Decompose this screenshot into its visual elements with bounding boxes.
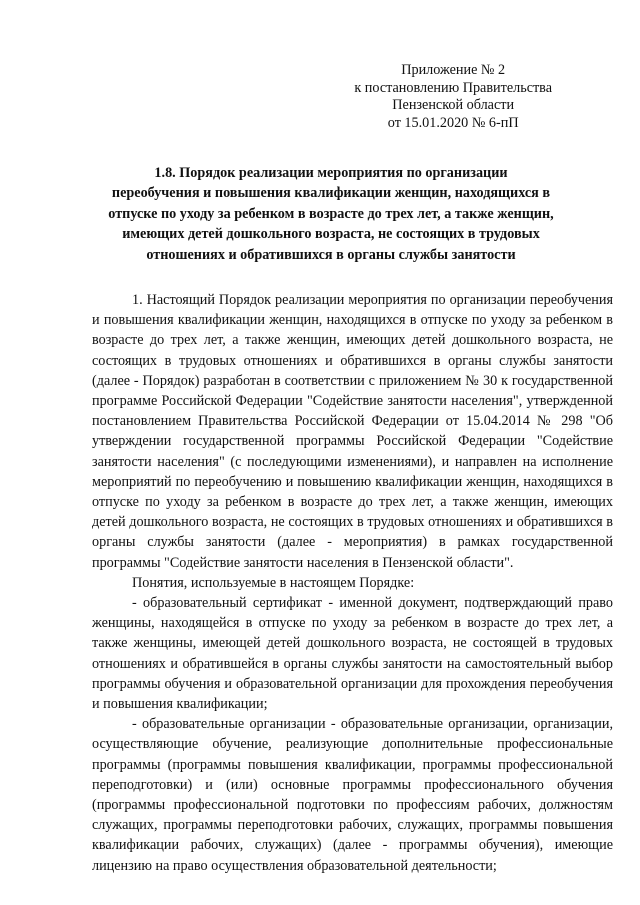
- title-line: имеющих детей дошкольного возраста, не состоящих в трудовых: [122, 226, 540, 243]
- title-line: переобучения и повышения квалификации женщин, находящихся в: [111, 185, 551, 202]
- paragraph-term-organizations: - образовательные организации - образовательные организации, организации, осуществляющие обучение, реализующие дополнительные профессиональные программы (программы повышения квалификации, программы профессиональной переподготовки) и (или) основные программы профессионального обучения (программы профессиональной подготовки по профессиям рабочих, должностям служащих, программы переподготовки рабочих, служащих, программы повышения квалификации рабочих, служащих) (далее - программы обучения), имеющие лицензию на право осуществления образовательной деятельности;: [92, 716, 613, 874]
- paragraph-purpose: 1. Настоящий Порядок реализации мероприятия по организации переобучения и повышения квалификации женщин, находящихся в отпуске по уходу за ребенком в возрасте до трех лет, а также женщин, имеющих детей дошкольного возраста, не состоящих в трудовых отношениях и обратившихся в органы службы занятости (далее - Порядок) разработан в соответствии с приложением № 30 к государственной программе Российской Федерации "Содействие занятости населения", утвержденной постановлением Правительства Российской Федерации от 15.04.2014 № 298 "Об утверждении государственной программы Российской Федерации "Содействие занятости населения" (с последующими изменениями), и направлен на исполнение мероприятий по переобучению и повышению квалификации женщин, находящихся в отпуске по уходу за ребенком в возрасте до трех лет, а также женщин, имеющих детей дошкольного возраста, не состоящих в трудовых отношениях и обратившихся в органы службы занятости (далее - мероприятия) в рамках государственной программы "Содействие занятости населения в Пензенской области".: [92, 292, 613, 571]
- appendix-number: Приложение № 2: [401, 62, 506, 78]
- paragraph-terms-intro: Понятия, используемые в настоящем Порядке:: [132, 574, 415, 591]
- appendix-header: [354, 62, 552, 132]
- title-line: отпуске по уходу за ребенком в возрасте до трех лет, а также женщин,: [108, 205, 554, 222]
- paragraph-term-certificate: - образовательный сертификат - именной документ, подтверждающий право женщины, находящейся в отпуске по уходу за ребенком в возрасте до трех лет, а также женщины, имеющей детей дошкольного возраста, не состоящей в трудовых отношениях и обратившейся в органы службы занятости на самостоятельный выбор программы обучения и образовательной организации для прохождения переобучения и повышения квалификации;: [92, 595, 613, 713]
- appendix-resolution-ref: к постановлению Правительства: [354, 79, 552, 96]
- document-body: [92, 290, 613, 876]
- section-title: [92, 163, 570, 265]
- title-line: отношениях и обратившихся в органы службы занятости: [146, 246, 516, 263]
- appendix-date-number: от 15.01.2020 № 6-пП: [387, 114, 519, 131]
- appendix-region: Пензенской области: [392, 97, 515, 113]
- title-line: 1.8. Порядок реализации мероприятия по организации: [154, 165, 508, 181]
